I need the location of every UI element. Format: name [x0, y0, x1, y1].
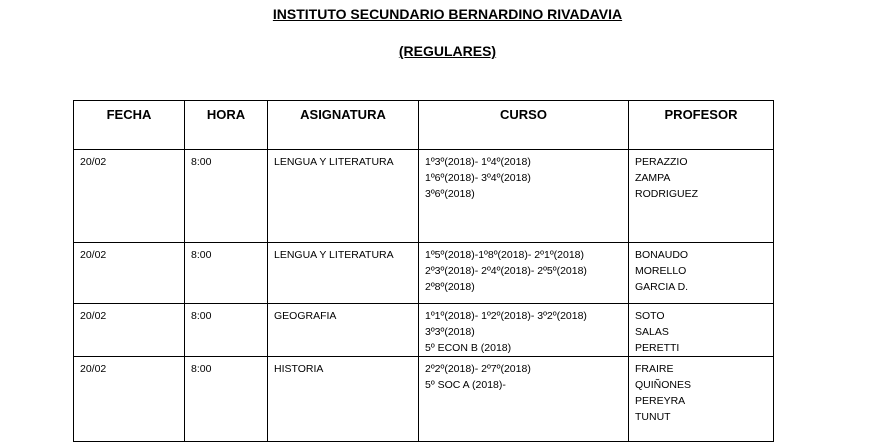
curso-line: 2º2º(2018)- 2º7º(2018): [425, 363, 531, 375]
cell-profesor: [629, 304, 774, 357]
header-curso: CURSO: [419, 101, 629, 150]
cell-curso: [419, 150, 629, 243]
profesor-line: PERAZZIO: [635, 156, 688, 168]
cell-asignatura: HISTORIA: [268, 357, 419, 442]
curso-line: 2º8º(2018): [425, 281, 475, 293]
table-row: [74, 243, 774, 304]
profesor-line: BONAUDO: [635, 249, 689, 261]
document-title: INSTITUTO SECUNDARIO BERNARDINO RIVADAVIA: [272, 6, 623, 22]
table-row: [74, 150, 774, 243]
profesor-line: FRAIRE: [635, 363, 674, 375]
table-row: [74, 304, 774, 357]
curso-line: 1º1º(2018)- 1º2º(2018)- 3º2º(2018): [425, 310, 587, 322]
header-fecha: FECHA: [74, 101, 185, 150]
cell-fecha: 20/02: [74, 357, 185, 442]
header-asignatura: ASIGNATURA: [268, 101, 419, 150]
header-row: [74, 101, 774, 150]
cell-curso: [419, 243, 629, 304]
cell-profesor: [629, 150, 774, 243]
profesor-line: SOTO: [635, 310, 665, 322]
curso-line: 1º5º(2018)-1º8º(2018)- 2º1º(2018): [425, 249, 585, 261]
curso-line: 5º SOC A (2018)-: [425, 379, 506, 391]
profesor-line: SALAS: [635, 326, 669, 338]
profesor-line: ZAMPA: [635, 172, 671, 184]
curso-line: 1º6º(2018)- 3º4º(2018): [425, 172, 531, 184]
cell-profesor: [629, 357, 774, 442]
cell-curso: [419, 357, 629, 442]
cell-asignatura: LENGUA Y LITERATURA: [268, 243, 419, 304]
profesor-line: QUIÑONES: [635, 379, 692, 391]
profesor-line: TUNUT: [635, 411, 671, 423]
cell-curso: [419, 304, 629, 357]
cell-fecha: 20/02: [74, 150, 185, 243]
header-hora: HORA: [185, 101, 268, 150]
cell-asignatura: LENGUA Y LITERATURA: [268, 150, 419, 243]
document-subtitle: (REGULARES): [398, 43, 497, 59]
profesor-line: GARCIA D.: [635, 281, 689, 293]
curso-line: 3º3º(2018): [425, 326, 475, 338]
cell-hora: 8:00: [185, 304, 268, 357]
schedule-table: [73, 100, 774, 442]
curso-line: 2º3º(2018)- 2º4º(2018)- 2º5º(2018): [425, 265, 587, 277]
table-row: [74, 357, 774, 442]
cell-profesor: [629, 243, 774, 304]
header-profesor: PROFESOR: [629, 101, 774, 150]
profesor-line: PERETTI: [635, 342, 680, 354]
cell-fecha: 20/02: [74, 243, 185, 304]
curso-line: 3º6º(2018): [425, 188, 475, 200]
curso-line: 5º ECON B (2018): [425, 342, 512, 354]
profesor-line: RODRIGUEZ: [635, 188, 698, 200]
curso-line: 1º3º(2018)- 1º4º(2018): [425, 156, 531, 168]
cell-hora: 8:00: [185, 150, 268, 243]
profesor-line: PEREYRA: [635, 395, 686, 407]
profesor-line: MORELLO: [635, 265, 687, 277]
cell-asignatura: GEOGRAFIA: [268, 304, 419, 357]
cell-hora: 8:00: [185, 357, 268, 442]
cell-hora: 8:00: [185, 243, 268, 304]
cell-fecha: 20/02: [74, 304, 185, 357]
